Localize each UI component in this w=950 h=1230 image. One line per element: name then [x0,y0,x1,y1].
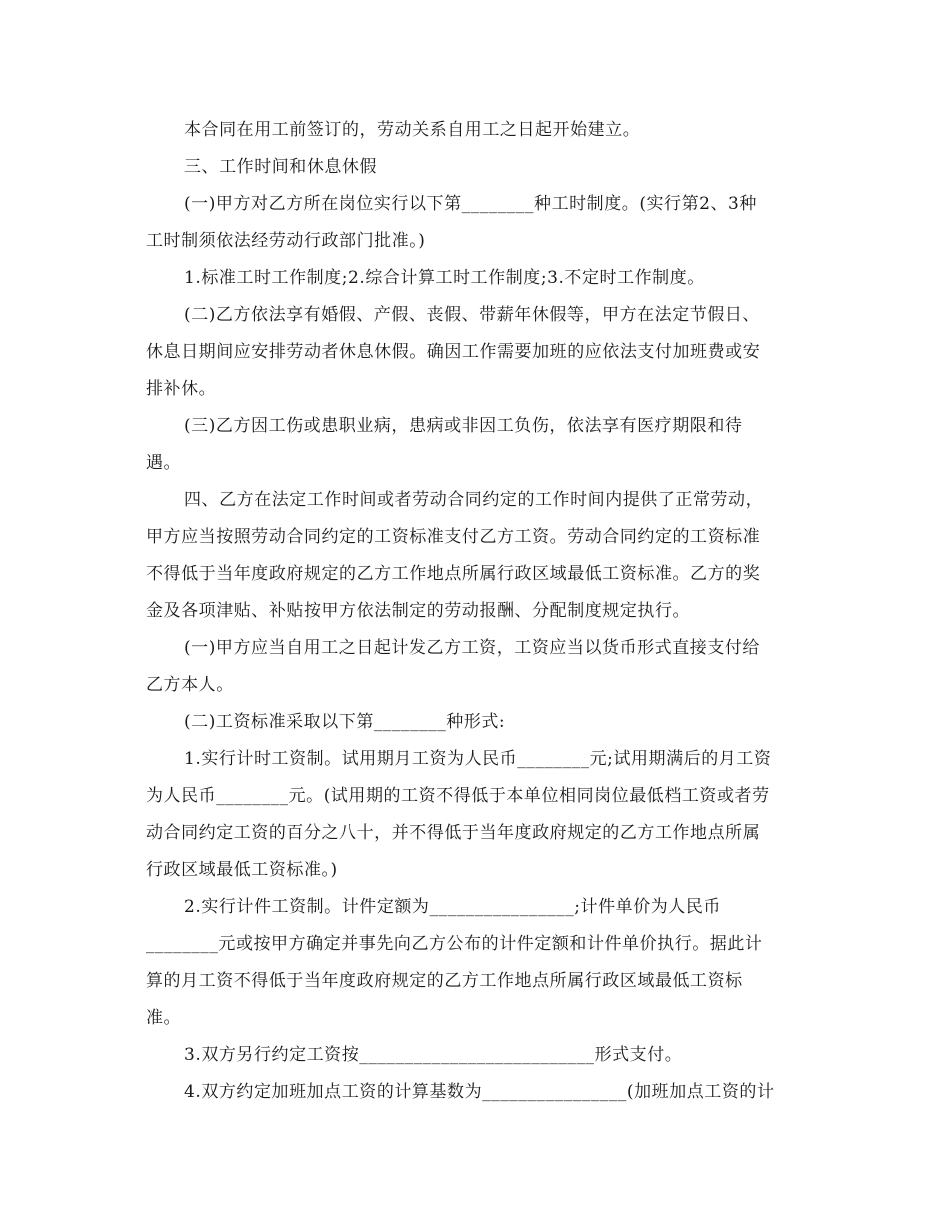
text-line: 算的月工资不得低于当年度政府规定的乙方工作地点所属行政区域最低工资标 [146,971,743,991]
section-heading: 四、乙方在法定工作时间或者劳动合同约定的工作时间内提供了正常劳动， [184,490,764,510]
text-line: (二)乙方依法享有婚假、产假、丧假、带薪年休假等，甲方在法定节假日、 [184,305,760,325]
text-line: ________元或按甲方确定并事先向乙方公布的计件定额和计件单价执行。据此计 [146,934,763,954]
text-line: (三)乙方因工伤或患职业病，患病或非因工负伤，依法享有医疗期限和待 [184,416,743,436]
text-line: 3.双方另行约定工资按__________________________形式支付。 [184,1045,683,1065]
section-heading: 三、工作时间和休息休假 [184,157,378,177]
text-line: 排补休。 [146,379,217,399]
text-line: (一)甲方应当自用工之日起计发乙方工资，工资应当以货币形式直接支付给 [184,638,760,658]
text-line: 本合同在用工前签订的，劳动关系自用工之日起开始建立。 [184,120,641,140]
text-line: 工时制须依法经劳动行政部门批准。) [146,231,426,251]
text-line: 1.标准工时工作制度;2.综合计算工时工作制度;3.不定时工作制度。 [184,268,705,288]
text-line: 4.双方约定加班加点工资的计算基数为________________(加班加点工资的计 [184,1082,775,1102]
text-line: (一)甲方对乙方所在岗位实行以下第________种工时制度。(实行第2、3种 [184,194,757,214]
text-line: 甲方应当按照劳动合同约定的工资标准支付乙方工资。劳动合同约定的工资标准 [146,527,761,547]
text-line: 休息日期间应安排劳动者休息休假。确因工作需要加班的应依法支付加班费或安 [146,342,761,362]
text-line: (二)工资标准采取以下第________种形式: [184,712,506,732]
text-line: 为人民币________元。(试用期的工资不得低于本单位相同岗位最低档工资或者劳 [146,786,770,806]
text-line: 2.实行计件工资制。计件定额为________________;计件单价为人民币 [184,897,721,917]
text-line: 遇。 [146,453,182,473]
text-line: 1.实行计时工资制。试用期月工资为人民币________元;试用期满后的月工资 [184,749,772,769]
text-line: 行政区域最低工资标准。) [146,860,338,880]
text-line: 乙方本人。 [146,675,234,695]
text-line: 金及各项津贴、补贴按甲方依法制定的劳动报酬、分配制度规定执行。 [146,601,691,621]
text-line: 动合同约定工资的百分之八十，并不得低于当年度政府规定的乙方工作地点所属 [146,823,761,843]
text-line: 准。 [146,1008,182,1028]
text-line: 不得低于当年度政府规定的乙方工作地点所属行政区域最低工资标准。乙方的奖 [146,564,761,584]
